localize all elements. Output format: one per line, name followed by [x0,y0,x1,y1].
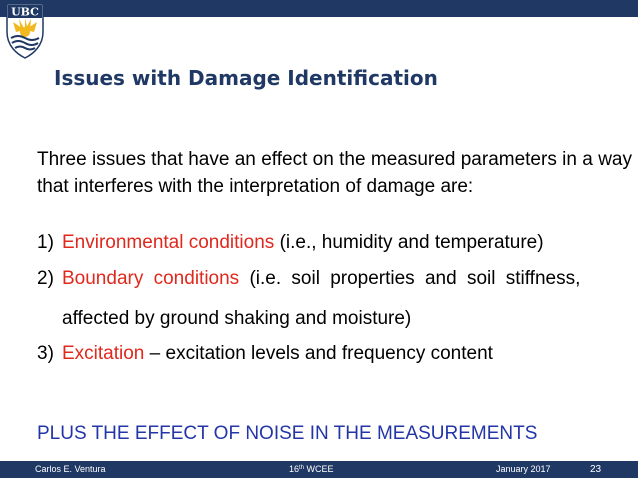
page-number: 23 [590,464,602,475]
list-highlight: Boundary conditions [62,268,240,289]
list-highlight: Environmental conditions [62,232,275,253]
list-item-continuation: affected by ground shaking and moisture) [62,308,412,329]
conference-name: WCEE [304,464,334,474]
list-item [37,340,632,367]
list-highlight: Excitation [62,343,145,364]
list-text: – excitation levels and frequency content [144,343,493,364]
conference-number: 16 [289,464,300,474]
logo-text: UBC [11,5,39,19]
list-text: (i.e. soil properties and soil stiffness, [239,268,581,289]
plus-note: PLUS THE EFFECT OF NOISE IN THE MEASUREMENTS [37,423,538,444]
conference-superscript: th [299,465,305,471]
list-number: 3) [37,343,54,364]
list-number: 1) [37,232,54,253]
footer-author: Carlos E. Ventura [35,464,106,474]
ubc-logo [5,2,45,60]
list-text: (i.e., humidity and temperature) [274,232,544,253]
list-item [37,265,632,292]
footer-bar [0,461,638,478]
list-item [37,229,632,256]
list-number: 2) [37,268,54,289]
slide-title: Issues with Damage Identification [54,66,438,90]
intro-paragraph: Three issues that have an effect on the measured parameters in a way that interferes with the interpretation of damage are: [37,149,632,197]
footer-date: January 2017 [496,464,551,474]
top-bar [0,0,638,17]
footer-conference [289,464,334,474]
